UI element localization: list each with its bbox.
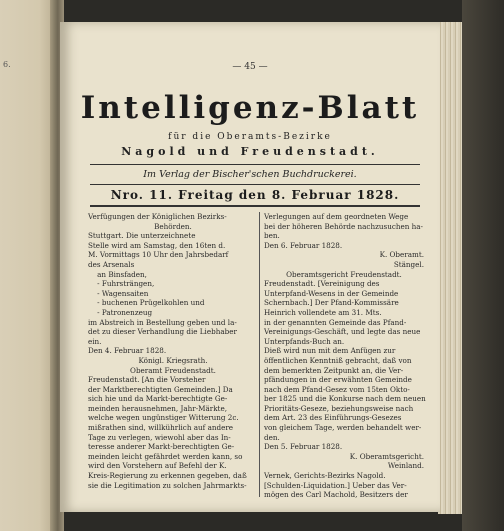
text-line: sie die Legitimation zu solchen Jahrmarkts- [88,480,247,490]
text-line: welche wegen ungünstiger Witterung 2c. [88,413,239,423]
text-line: Schernbach.] Der Pfand-Kommissäre [264,298,399,308]
issue-line: Nro. 11. Freitag den 8. Februar 1828. [110,188,400,202]
rule-bottom [90,205,420,207]
column-divider [259,212,260,497]
text-line: Den 4. Februar 1828. [88,346,167,356]
text-line: Behörden. [154,221,192,231]
text-line: dem Art. 23 des Einführungs-Gesezes [264,413,402,423]
text-line: ber 1825 und die Konkurse nach dem neuen [264,394,426,404]
text-line: K. Oberamtsgericht. [349,451,424,461]
text-line: den. [264,432,280,442]
text-line: im Abstreich in Bestellung geben und la- [88,317,237,327]
text-line: Vereinigungs-Geschäft, und legte das neue [264,327,421,337]
masthead-districts: Nagold und Freudenstadt. [121,145,379,158]
left-page-number: 6. [3,60,11,69]
text-line: bei der höheren Behörde nachzusuchen ha- [264,221,423,231]
rule-top [90,164,420,165]
masthead-title: Intelligenz-Blatt [80,90,420,126]
text-line: Prioritäts-Geseze, beziehungsweise nach [264,403,414,413]
text-line: nach dem Pfand-Gesez vom 15ten Okto- [264,384,410,394]
text-line: Dieß wird nun mit dem Anfügen zur [264,346,396,356]
publisher-line: Im Verlag der Bischer'schen Buchdruckerei. [143,169,357,180]
text-line: Stuttgart. Die unterzeichnete [88,231,196,241]
text-line: Freudenstadt. [An die Vorsteher [88,375,206,385]
left-column [88,212,258,490]
text-line: Stängel. [393,259,424,269]
text-line: ben. [264,231,280,241]
page-stack-edges [438,22,464,514]
text-line: wird den Vorstehern auf Befehl der K. [88,461,227,471]
text-line: pfändungen in der erwähnten Gemeinde [264,375,412,385]
text-line: Königl. Kriegsrath. [138,355,208,365]
section-heading: Oberamtsgericht Freudenstadt. [286,269,402,279]
text-line: ein. [88,336,102,346]
rule-mid [90,184,420,185]
text-line: Stelle wird am Samstag, den 16ten d. [88,240,226,250]
text-line: meinden leicht gefährdet werden kann, so [88,451,243,461]
text-line: [Schulden-Liquidation.] Ueber das Ver- [264,480,407,490]
left-page-edge [0,0,56,531]
text-line: Unterpfands-Buch an. [264,336,345,346]
text-line: des Arsenals [88,259,135,269]
text-line: Freudenstadt. [Vereinigung des [264,279,380,289]
text-line: dem bemerkten Zeitpunkt an, die Ver- [264,365,404,375]
text-line: K. Oberamt. [379,250,424,260]
text-line: Weinland. [387,461,424,471]
text-line: - buchenen Prügelkohlen und [88,298,205,308]
text-line: Verlegungen auf dem geordneten Wege [264,212,409,221]
right-column [264,212,424,500]
text-line: - Fuhrsträngen, [88,279,155,289]
text-line: sich hie und da Markt-berechtigte Ge- [88,394,228,404]
text-line: det zu dieser Verhandlung die Liebhaber [88,327,237,337]
text-line: teresse anderer Markt-berechtigten Ge- [88,442,235,452]
book-cover [462,0,504,531]
section-heading: Oberamt Freudenstadt. [130,365,216,375]
text-line: - Wagensaiten [88,288,149,298]
text-line: Den 5. Februar 1828. [264,442,343,452]
text-line: Unterpfand-Wesens in der Gemeinde [264,288,399,298]
text-line: von gleichem Tage, werden behandelt wer- [264,423,422,433]
text-line: in der genannten Gemeinde das Pfand- [264,317,407,327]
text-line: mißrathen sind, willkührlich auf andere [88,423,234,433]
masthead-subtitle: für die Oberamts-Bezirke [168,132,332,142]
text-line: Tage zu verlegen, wiewohl aber das In- [88,432,231,442]
text-line: der Marktberechtigten Gemeinden.] Da [88,384,233,394]
text-line: Vernek, Gerichts-Bezirks Nagold. [264,471,386,481]
text-line: M. Vormittags 10 Uhr den Jahrsbedarf [88,250,229,260]
text-line: Heinrich vollendete am 31. Mts. [264,307,382,317]
text-line: meinden herausnehmen, Jahr-Märkte, [88,403,227,413]
page-number: — 45 — [232,62,268,72]
text-line: Den 6. Februar 1828. [264,240,343,250]
text-line: an Binsfaden, [88,269,147,279]
text-line: öffentlichen Kenntniß gebracht, daß von [264,355,412,365]
newspaper-page [60,22,440,512]
text-line: mögen des Carl Machold, Besitzers der [264,490,408,500]
text-line: - Patronenzeug [88,307,153,317]
text-line: Kreis-Regierung zu erkennen gegeben, daß [88,471,247,481]
text-line: Verfügungen der Königlichen Bezirks- [88,212,227,221]
